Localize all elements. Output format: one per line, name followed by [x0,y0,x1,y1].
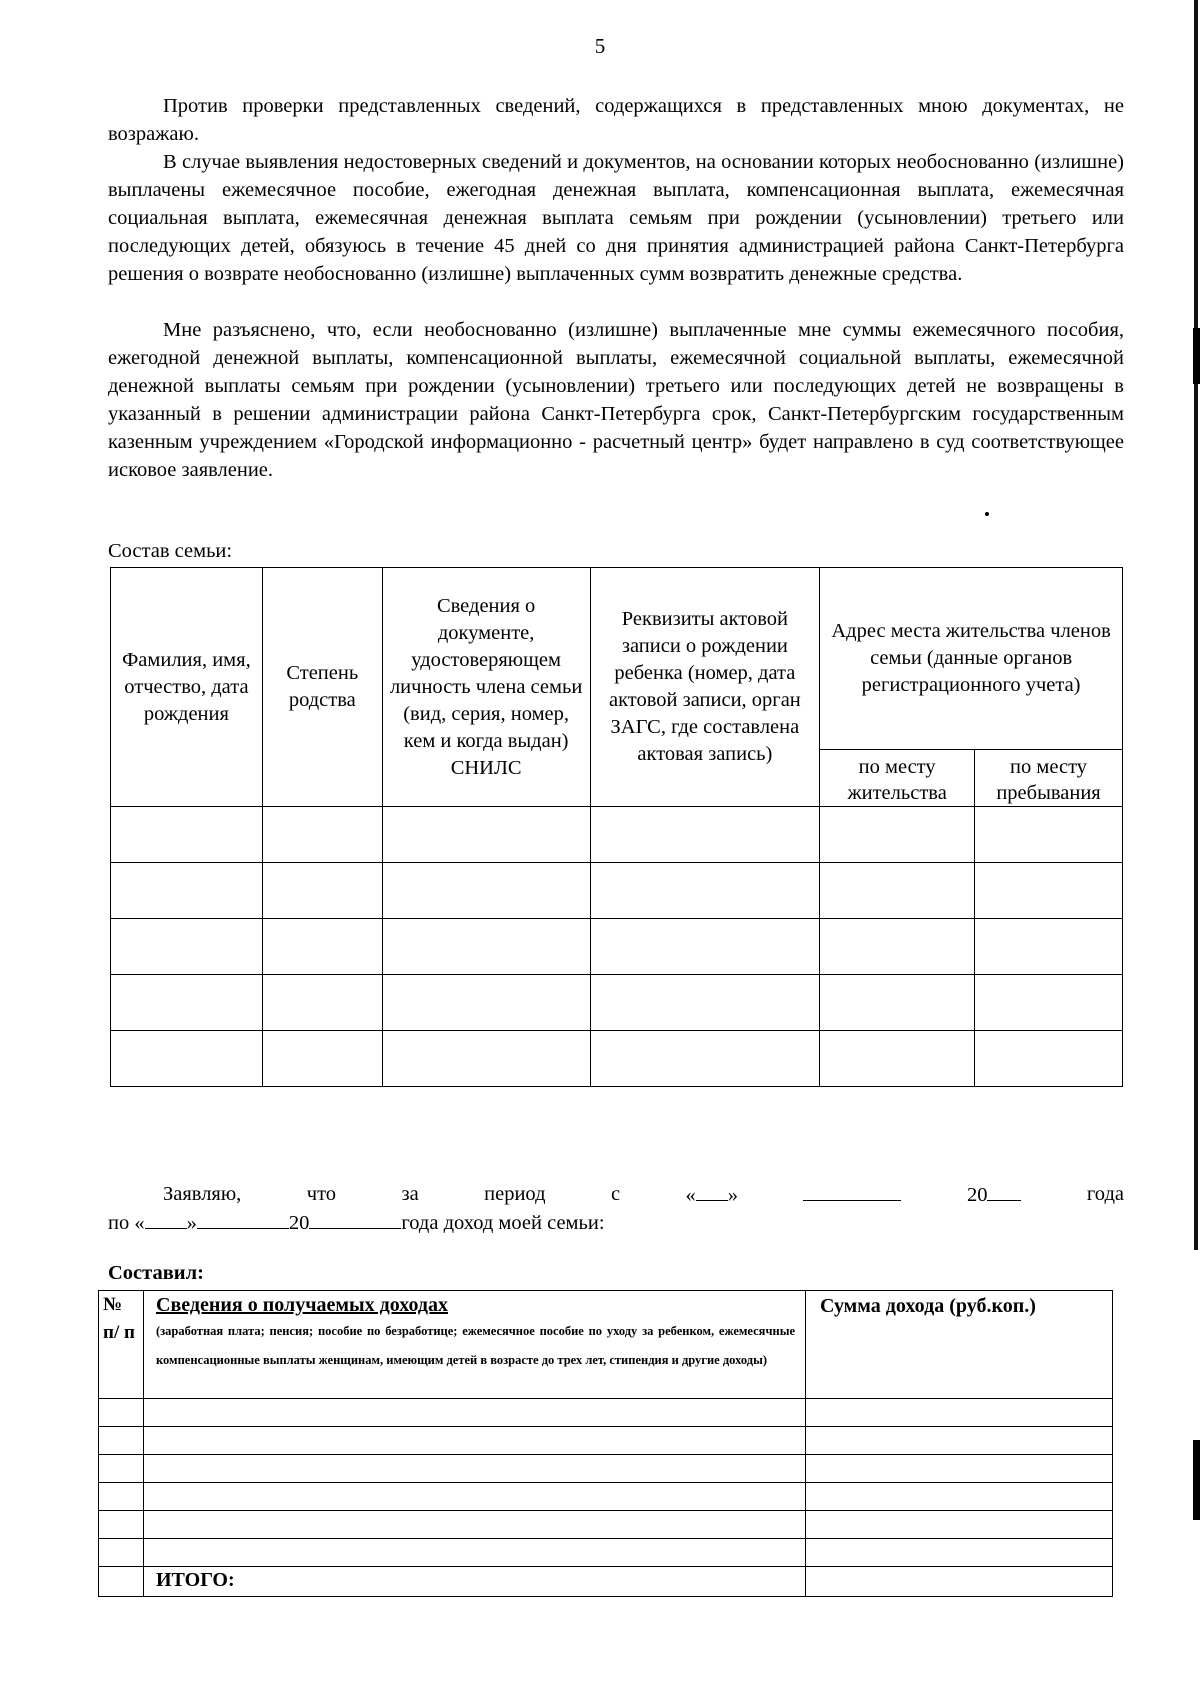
header-birth-record: Реквизиты актовой записи о рождении ребенка (номер, дата актовой записи, орган ЗАГС, где составлена актовая запись) [590,568,820,807]
paragraph-court-notice: Мне разъяснено, что, если необоснованно (излишне) выплаченные мне суммы ежемесячного пособия, ежегодной денежной выплаты, компенсационной выплаты, ежемесячной социальной выплаты, ежемесячной денежной выплаты семьям при рождении (усыновлении) третьего или последующих детей не возвращены в указанный в решении администрации района Санкт-Петербурга срок, Санкт-Петербургским государственным казенным учреждением «Городской информационно - расчетный центр» будет направлено в суд соответствующее исковое заявление. [108,319,1124,481]
cell-relation[interactable] [262,807,382,863]
paragraph-no-objection: Против проверки представленных сведений, содержащихся в представленных мною документах, не возражаю. [108,95,1124,145]
cell-birth-record[interactable] [590,975,820,1031]
cell-relation[interactable] [262,863,382,919]
year-word: года [1086,1183,1124,1205]
table-row [111,975,1123,1031]
header-address-stay: по месту пребывания [975,749,1123,806]
cell-id-document[interactable] [382,807,590,863]
cell-num[interactable] [99,1399,144,1427]
cell-name[interactable] [111,807,263,863]
header-income-sum: Сумма дохода (руб.коп.) [806,1291,1113,1399]
cell-id-document[interactable] [382,863,590,919]
cell-num[interactable] [99,1511,144,1539]
cell-income-sum[interactable] [806,1455,1113,1483]
cell-birth-record[interactable] [590,1031,820,1087]
cell-address-stay[interactable] [975,1031,1123,1087]
header-name: Фамилия, имя, отчество, дата рождения [111,568,263,807]
income-info-title: Сведения о получаемых доходах [156,1294,448,1316]
cell-name[interactable] [111,919,263,975]
period-word: период [484,1183,546,1205]
header-address-residence: по месту жительства [820,749,975,806]
income-table [98,1290,1113,1597]
cell-num[interactable] [99,1455,144,1483]
compiled-label: Составил: [108,1262,204,1284]
cell-num [99,1567,144,1597]
cell-id-document[interactable] [382,919,590,975]
income-info-note: (заработная плата; пенсия; пособие по безработице; ежемесячное пособие по уходу за ребенком, ежемесячные компенсационные выплаты женщинам, имеющим детей в возрасте до трех лет, стипендия и другие доходы) [156,1324,795,1367]
cell-income-info[interactable] [144,1427,806,1455]
cell-name[interactable] [111,1031,263,1087]
cell-address-stay[interactable] [975,863,1123,919]
cell-income-sum[interactable] [806,1511,1113,1539]
stray-dot [985,512,989,516]
table-row [99,1399,1113,1427]
header-num: № п/ п [99,1291,144,1399]
cell-address-stay[interactable] [975,975,1123,1031]
table-row [111,807,1123,863]
total-label: ИТОГО: [144,1567,806,1597]
table-row [99,1511,1113,1539]
page-number: 5 [594,34,606,58]
period-word: Заявляю, [163,1183,242,1205]
table-row [99,1483,1113,1511]
cell-id-document[interactable] [382,1031,590,1087]
period-statement-line-2: по « » 20 года доход моей семьи: [108,1208,1124,1237]
cell-address-residence[interactable] [820,863,975,919]
header-income-info [144,1291,806,1399]
cell-address-residence[interactable] [820,975,975,1031]
cell-relation[interactable] [262,1031,382,1087]
cell-address-stay[interactable] [975,807,1123,863]
table-row [99,1427,1113,1455]
to-day-field[interactable] [145,1208,187,1229]
header-id-document: Сведения о документе, удостоверяющем личность члена семьи (вид, серия, номер, кем и когда выдан) СНИЛС [382,568,590,807]
from-year-field[interactable]: 20 [967,1180,1022,1209]
scan-edge-artifact [1193,1440,1200,1520]
cell-income-info[interactable] [144,1539,806,1567]
total-row [99,1567,1113,1597]
cell-num[interactable] [99,1483,144,1511]
period-word: что [306,1183,337,1205]
scan-edge-artifact [1194,0,1198,1250]
period-statement-line-1 [108,1180,1124,1209]
cell-name[interactable] [111,975,263,1031]
cell-address-residence[interactable] [820,919,975,975]
table-row [111,863,1123,919]
cell-income-info[interactable] [144,1483,806,1511]
paragraph-refund-obligation: В случае выявления недостоверных сведений и документов, на основании которых необоснованно (излишне) выплачены ежемесячное пособие, ежегодная денежная выплата, компенсационная выплата, ежемесячная социальная выплата, ежемесячная денежная выплата семьям при рождении (усыновлении) третьего или последующих детей, обязуюсь в течение 45 дней со дня принятия администрацией района Санкт-Петербурга решения о возврате необоснованно (излишне) выплаченных сумм возвратить денежные средства. [108,151,1124,285]
table-row [111,919,1123,975]
scan-edge-artifact [1193,328,1200,384]
family-composition-table [110,567,1123,1087]
table-row [111,1031,1123,1087]
cell-income-sum[interactable] [806,1483,1113,1511]
header-address: Адрес места жительства членов семьи (данные органов регистрационного учета) [820,568,1123,750]
family-composition-label: Состав семьи: [108,540,233,562]
cell-income-sum[interactable] [806,1399,1113,1427]
header-relation: Степень родства [262,568,382,807]
table-row [99,1539,1113,1567]
cell-address-residence[interactable] [820,807,975,863]
cell-income-sum[interactable] [806,1539,1113,1567]
from-month-field[interactable] [803,1180,901,1201]
to-month-field[interactable] [197,1208,289,1229]
cell-num[interactable] [99,1427,144,1455]
cell-id-document[interactable] [382,975,590,1031]
cell-income-info[interactable] [144,1455,806,1483]
cell-income-info[interactable] [144,1511,806,1539]
to-year-field[interactable] [309,1208,401,1229]
cell-address-residence[interactable] [820,1031,975,1087]
cell-num[interactable] [99,1539,144,1567]
cell-income-sum[interactable] [806,1427,1113,1455]
period-word: за [401,1183,419,1205]
cell-relation[interactable] [262,975,382,1031]
cell-name[interactable] [111,863,263,919]
cell-income-info[interactable] [144,1399,806,1427]
cell-address-stay[interactable] [975,919,1123,975]
period-word: с [610,1183,621,1205]
cell-birth-record[interactable] [590,919,820,975]
cell-birth-record[interactable] [590,863,820,919]
cell-relation[interactable] [262,919,382,975]
table-row [99,1455,1113,1483]
from-day-field[interactable]: « » [686,1180,739,1209]
cell-total-sum[interactable] [806,1567,1113,1597]
cell-birth-record[interactable] [590,807,820,863]
